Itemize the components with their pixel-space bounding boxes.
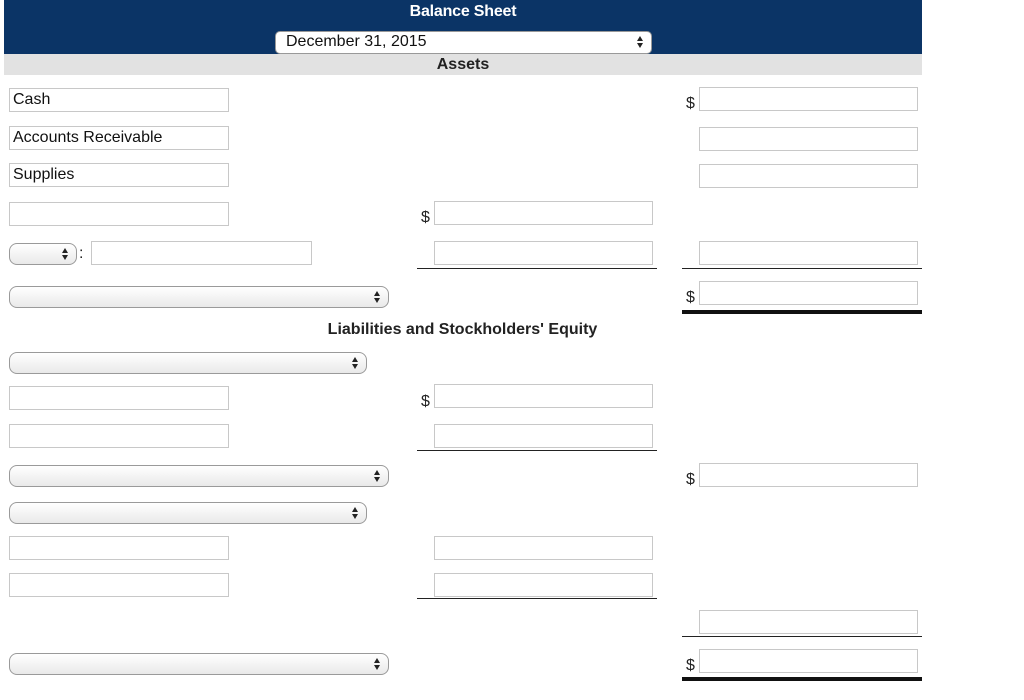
cash-label-field[interactable]: [9, 88, 229, 112]
dollar-sign: $: [421, 209, 430, 226]
equity-label-field[interactable]: [9, 573, 229, 597]
total-liabilities-equity-select[interactable]: [9, 653, 389, 675]
page-title: Balance Sheet: [409, 3, 517, 20]
dollar-sign: $: [686, 471, 695, 488]
total-double-underline: [682, 677, 922, 681]
liability-label-field[interactable]: [9, 424, 229, 448]
select-arrows-icon: [352, 356, 359, 370]
less-select[interactable]: [9, 243, 77, 265]
total-liabilities-equity-amount-field[interactable]: [699, 649, 918, 673]
dollar-sign: $: [686, 289, 695, 306]
contra-asset-label-field[interactable]: [91, 241, 312, 265]
dollar-sign: $: [421, 393, 430, 410]
subtotal-underline: [682, 268, 922, 269]
net-asset-amount-field[interactable]: [699, 241, 918, 265]
supplies-amount-field[interactable]: [699, 164, 918, 188]
select-arrows-icon: [374, 469, 381, 483]
total-assets-select[interactable]: [9, 286, 389, 308]
select-arrows-icon: [374, 657, 381, 671]
dollar-sign: $: [686, 95, 695, 112]
total-assets-amount-field[interactable]: [699, 281, 918, 305]
subtotal-underline: [417, 450, 657, 451]
asset-label-field[interactable]: [9, 202, 229, 226]
liabilities-select[interactable]: [9, 352, 367, 374]
accounts-receivable-label-field[interactable]: [9, 126, 229, 150]
total-equity-amount-field[interactable]: [699, 610, 918, 634]
supplies-label-field[interactable]: [9, 163, 229, 187]
date-select-value: December 31, 2015: [286, 33, 427, 50]
assets-title: Assets: [436, 56, 490, 73]
date-select[interactable]: [275, 31, 652, 54]
equity-label-field[interactable]: [9, 536, 229, 560]
accounts-receivable-amount-field[interactable]: [699, 127, 918, 151]
equity-amount-field[interactable]: [434, 573, 653, 597]
total-liabilities-select[interactable]: [9, 465, 389, 487]
asset-cost-field[interactable]: [434, 201, 653, 225]
cash-amount-field[interactable]: [699, 87, 918, 111]
select-arrows-icon: [637, 35, 644, 49]
contra-asset-amount-field[interactable]: [434, 241, 653, 265]
select-arrows-icon: [374, 290, 381, 304]
total-liabilities-amount-field[interactable]: [699, 463, 918, 487]
subtotal-underline: [417, 598, 657, 599]
select-arrows-icon: [352, 506, 359, 520]
subtotal-underline: [417, 268, 657, 269]
equity-amount-field[interactable]: [434, 536, 653, 560]
liability-amount-field[interactable]: [434, 424, 653, 448]
liabilities-title: Liabilities and Stockholders' Equity: [327, 321, 598, 338]
select-arrows-icon: [62, 247, 69, 261]
equity-select[interactable]: [9, 502, 367, 524]
liability-amount-field[interactable]: [434, 384, 653, 408]
subtotal-underline: [682, 636, 922, 637]
dollar-sign: $: [686, 657, 695, 674]
liability-label-field[interactable]: [9, 386, 229, 410]
colon-separator: :: [79, 245, 84, 262]
total-double-underline: [682, 310, 922, 314]
